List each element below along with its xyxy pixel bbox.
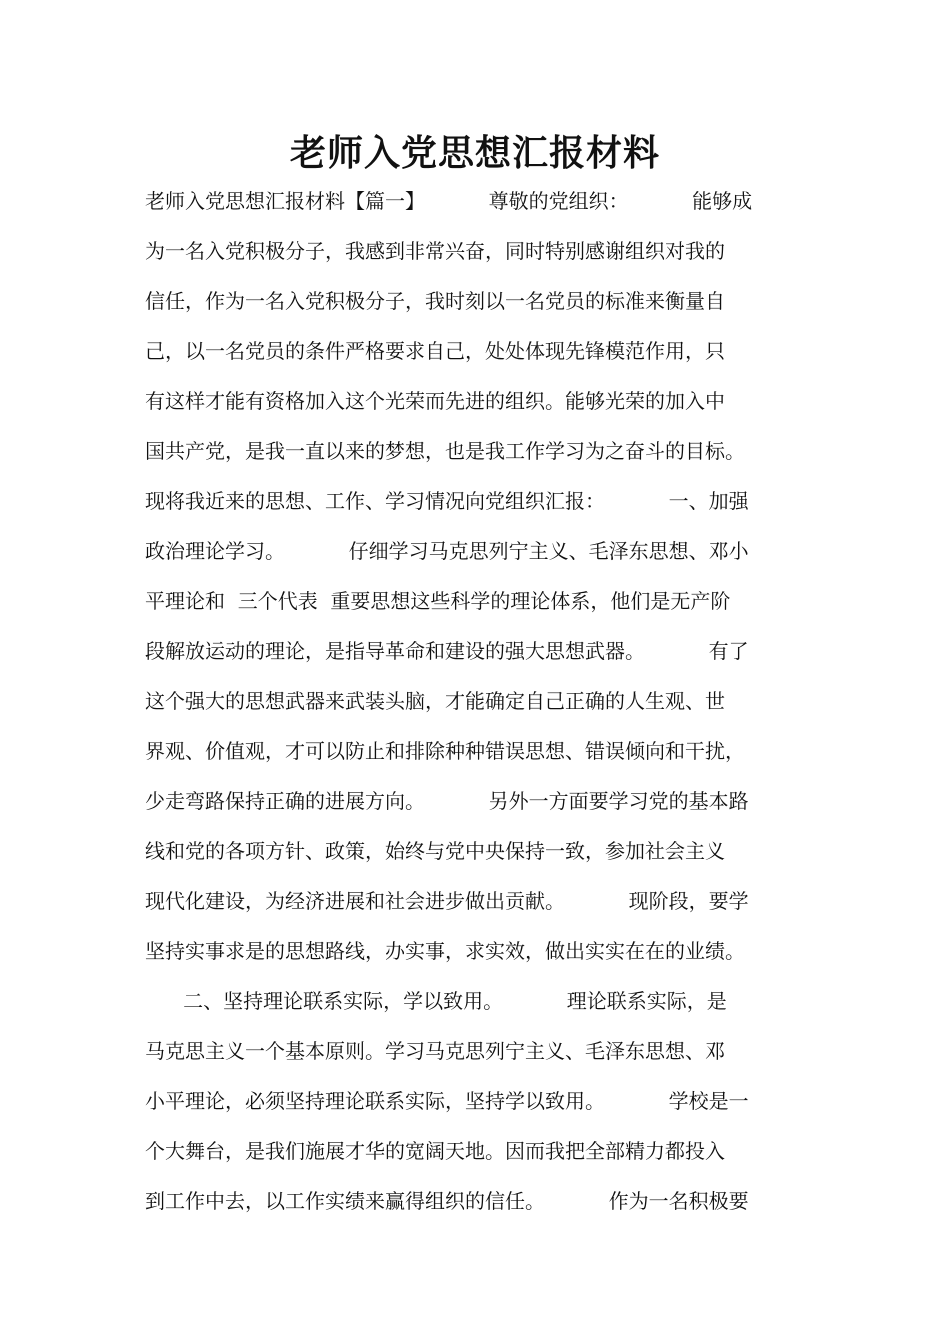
body-line: 信任，作为一名入党积极分子，我时刻以一名党员的标准来衡量自 [145,289,725,313]
body-line: 坚持实事求是的思想路线，办实事，求实效，做出实实在在的业绩。 [145,939,745,963]
body-line: 现将我近来的思想、工作、学习情况向党组织汇报： 一、加强 [145,489,749,513]
body-line: 马克思主义一个基本原则。学习马克思列宁主义、毛泽东思想、邓 [145,1039,725,1063]
body-line: 现代化建设，为经济进展和社会进步做出贡献。 现阶段，要学 [145,889,749,913]
body-line: 到工作中去，以工作实绩来赢得组织的信任。 作为一名积极要 [145,1189,749,1213]
body-line: 小平理论，必须坚持理论联系实际，坚持学以致用。 学校是一 [145,1089,749,1113]
body-line: 这个强大的思想武器来武装头脑，才能确定自己正确的人生观、世 [145,689,725,713]
body-line: 段解放运动的理论，是指导革命和建设的强大思想武器。 有了 [145,639,749,663]
body-line: 己，以一名党员的条件严格要求自己，处处体现先锋模范作用，只 [145,339,725,363]
document-title: 老师入党思想汇报材料 [289,133,660,174]
body-line: 为一名入党积极分子，我感到非常兴奋，同时特别感谢组织对我的 [145,239,725,263]
body-line: 二、坚持理论联系实际，学以致用。 理论联系实际，是 [145,989,727,1013]
document-body [145,180,835,1230]
body-line: 老师入党思想汇报材料【篇一】 尊敬的党组织： 能够成 [145,189,753,213]
body-line: 界观、价值观，才可以防止和排除种种错误思想、错误倾向和干扰， [145,739,745,763]
body-line: 国共产党，是我一直以来的梦想，也是我工作学习为之奋斗的目标。 [145,439,745,463]
body-line: 有这样才能有资格加入这个光荣而先进的组织。能够光荣的加入中 [145,389,725,413]
body-line: 少走弯路保持正确的进展方向。 另外一方面要学习党的基本路 [145,789,749,813]
body-line: 政治理论学习。 仔细学习马克思列宁主义、毛泽东思想、邓小 [145,539,749,563]
body-line: 线和党的各项方针、政策，始终与党中央保持一致，参加社会主义 [145,839,725,863]
body-line: 平理论和 三个代表 重要思想这些科学的理论体系，他们是无产阶 [145,589,731,613]
body-line: 个大舞台，是我们施展才华的宽阔天地。因而我把全部精力都投入 [145,1139,725,1163]
